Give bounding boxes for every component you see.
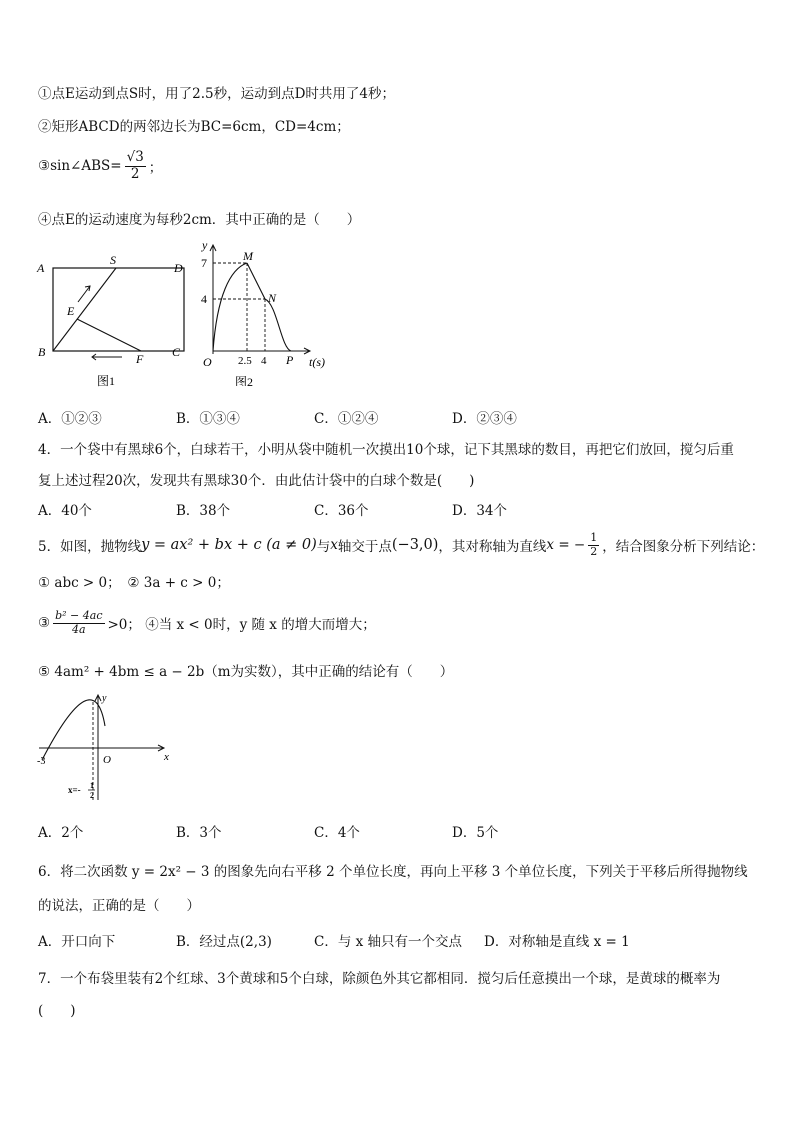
statement-3-suffix: ；: [148, 160, 163, 177]
q5-axis-equation: x = −: [546, 537, 586, 554]
label-O: O: [103, 754, 111, 766]
option-c: C．①②④: [314, 411, 379, 427]
option-b: B．①③④: [176, 411, 240, 427]
q5-axis-fraction: [588, 532, 599, 558]
option-b: B．经过点(2,3): [176, 934, 272, 950]
fraction-numerator: √3: [126, 149, 144, 165]
question-6-line-2: 的说法，正确的是（ ）: [38, 898, 200, 914]
q5-text-a: 5．如图，抛物线: [38, 539, 142, 556]
q5-discriminant-fraction: [53, 610, 104, 636]
axis-of-symmetry-label: x=-: [68, 785, 81, 795]
option-d: D．②③④: [452, 411, 517, 427]
q5-parabola-equation: y = ax² + bx + c (a ≠ 0): [141, 537, 317, 554]
figure-2-caption: 图2: [235, 375, 254, 386]
question-6-options: [38, 930, 630, 950]
question-5-options: [38, 821, 498, 841]
axis-label-t: t(s): [309, 355, 325, 369]
axis-label-x: x: [164, 751, 169, 763]
label-P: P: [286, 353, 294, 367]
q5-c3-prefix: ③: [38, 615, 51, 632]
label-D: D: [174, 261, 183, 275]
label-O: O: [203, 355, 212, 369]
figure-1-caption: 图1: [97, 374, 116, 388]
statement-4: ④点E的运动速度为每秒2cm．其中正确的是（ ）: [38, 212, 361, 228]
tick-x-2-5: 2.5: [238, 355, 252, 367]
axis-label-y: y: [102, 693, 107, 704]
option-a: A．40个: [38, 503, 92, 519]
axis-fraction-numerator: 1: [90, 781, 94, 790]
fraction-numerator: 1: [590, 531, 598, 544]
option-d: D．34个: [452, 503, 508, 519]
option-c: C．36个: [314, 503, 369, 519]
axis-label-y: y: [202, 238, 208, 252]
fraction-denominator: 4a: [72, 622, 86, 636]
label-M: M: [243, 249, 253, 263]
q5-conclusions-1-2: ① abc > 0； ② 3a + c > 0；: [38, 575, 230, 591]
label-B: B: [38, 345, 46, 359]
q5-c3-suffix: >0； ④当 x < 0时，y 随 x 的增大而增大；: [107, 617, 376, 634]
label-C: C: [172, 345, 181, 359]
label-A: A: [37, 261, 45, 275]
option-c: C．4个: [314, 825, 360, 841]
option-a: A．2个: [38, 825, 84, 841]
question-7-line-2: ( ): [38, 1003, 76, 1019]
fraction-denominator: 2: [130, 165, 140, 182]
option-d: D．对称轴是直线 x = 1: [484, 934, 630, 950]
option-b: B．38个: [176, 503, 231, 519]
q5-text-e: ，结合图象分析下列结论：: [602, 539, 765, 556]
option-c: C．与 x 轴只有一个交点: [314, 934, 463, 950]
label-E: E: [67, 304, 75, 318]
option-d: D．5个: [452, 825, 499, 841]
question-5-line-1: [38, 532, 764, 558]
option-a: A．①②③: [38, 411, 102, 427]
q5-text-c: 轴交于点: [337, 539, 392, 556]
sqrt3-over-2-fraction: [125, 150, 146, 182]
q5-point: (−3,0): [391, 537, 439, 554]
q5-text-d: ，其对称轴为直线: [438, 539, 547, 556]
fraction-denominator: 2: [590, 544, 598, 558]
label-F: F: [136, 352, 144, 366]
q5-conclusion-5: ⑤ 4am² + 4bm ≤ a − 2b（m为实数），其中正确的结论有（ ）: [38, 664, 454, 680]
label-minus-3: -3: [37, 756, 46, 767]
q5-conclusions-3-4: [38, 610, 376, 636]
option-b: B．3个: [176, 825, 222, 841]
question-5-parabola-figure: [34, 690, 184, 810]
statement-3-prefix: ③sin∠ABS=: [38, 158, 122, 175]
axis-fraction-denominator: 2: [90, 791, 94, 800]
figure-2-speed-graph: [195, 236, 345, 386]
figure-1-rectangle-diagram: [34, 250, 194, 390]
question-6-line-1: 6．将二次函数 y = 2x² − 3 的图象先向右平移 2 个单位长度，再向上平移 3 个单位长度，下列关于平移后所得抛物线: [38, 864, 748, 880]
question-3-options: [38, 407, 517, 427]
statement-2: ②矩形ABCD的两邻边长为BC=6cm，CD=4cm；: [38, 119, 350, 135]
statement-3: [38, 150, 162, 182]
question-4-line-2: 复上述过程20次，发现共有黑球30个．由此估计袋中的白球个数是( ): [38, 473, 475, 489]
tick-x-4: 4: [261, 355, 267, 367]
fraction-numerator: b² − 4ac: [55, 609, 103, 622]
q5-x-symbol: x: [330, 537, 338, 554]
tick-y-4: 4: [201, 292, 207, 306]
tick-y-7: 7: [201, 256, 207, 270]
statement-1: ①点E运动到点S时，用了2.5秒，运动到点D时共用了4秒；: [38, 86, 395, 102]
label-N: N: [268, 291, 277, 305]
question-4-line-1: 4．一个袋中有黑球6个，白球若干，小明从袋中随机一次摸出10个球，记下其黑球的数目，再把它们放回，搅匀后重: [38, 442, 734, 458]
question-7-line-1: 7．一个布袋里装有2个红球、3个黄球和5个白球，除颜色外其它都相同．搅匀后任意摸出一个球，是黄球的概率为: [38, 971, 721, 987]
question-4-options: [38, 499, 507, 519]
label-S: S: [110, 253, 116, 267]
option-a: A．开口向下: [38, 934, 116, 950]
q5-text-b: 与: [316, 539, 331, 556]
